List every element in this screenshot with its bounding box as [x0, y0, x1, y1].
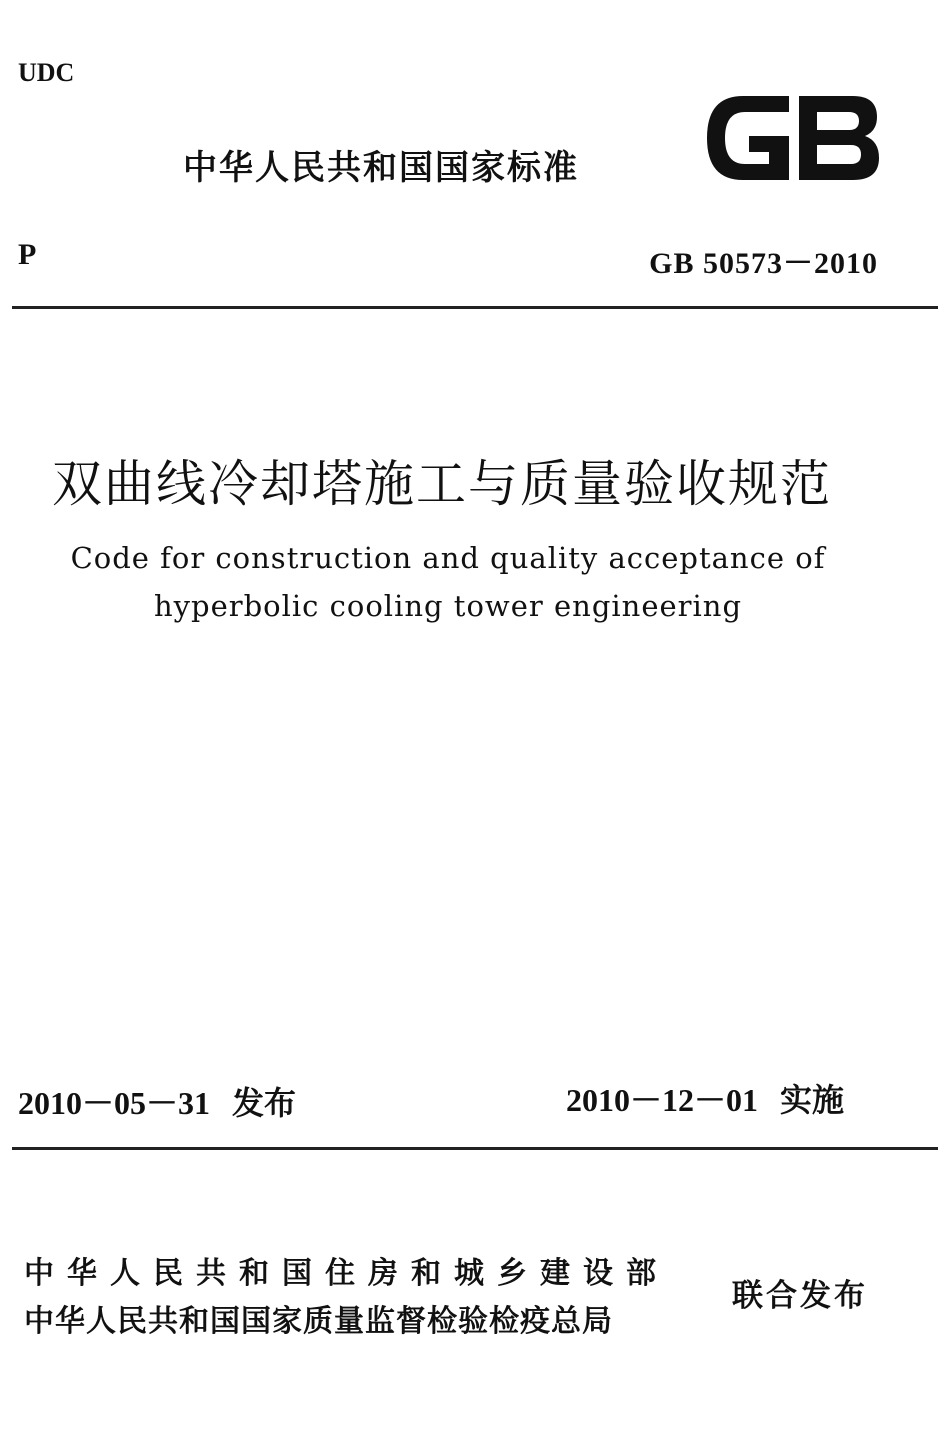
category-code: P	[18, 238, 37, 271]
title-english	[0, 534, 896, 630]
implementation-info	[566, 1075, 844, 1121]
standard-type: 中华人民共和国国家标准	[183, 148, 579, 188]
standard-number: GB 50573－2010	[649, 247, 878, 280]
issue-info	[18, 1078, 296, 1124]
issue-date: 2010－05－31	[18, 1085, 211, 1121]
publisher-2: 中华人民共和国国家质量监督检验检疫总局	[24, 1304, 613, 1339]
bottom-divider	[12, 1147, 938, 1150]
gb-logo	[703, 90, 883, 186]
gb-logo-b-mark	[799, 96, 879, 180]
publisher-1: 中华人民共和国住房和城乡建设部	[24, 1256, 669, 1291]
gb-logo-g-mark	[707, 96, 789, 180]
title-english-line-2: hyperbolic cooling tower engineering	[153, 589, 743, 623]
issue-label: 发布	[232, 1084, 297, 1122]
implementation-date: 2010－12－01	[566, 1082, 759, 1118]
udc-label: UDC	[18, 58, 75, 87]
top-divider	[12, 306, 938, 309]
title-chinese: 双曲线冷却塔施工与质量验收规范	[52, 455, 832, 513]
implementation-label: 实施	[780, 1081, 845, 1119]
title-english-line-1: Code for construction and quality acceptance of	[70, 541, 826, 575]
joint-publish-label: 联合发布	[732, 1278, 868, 1314]
